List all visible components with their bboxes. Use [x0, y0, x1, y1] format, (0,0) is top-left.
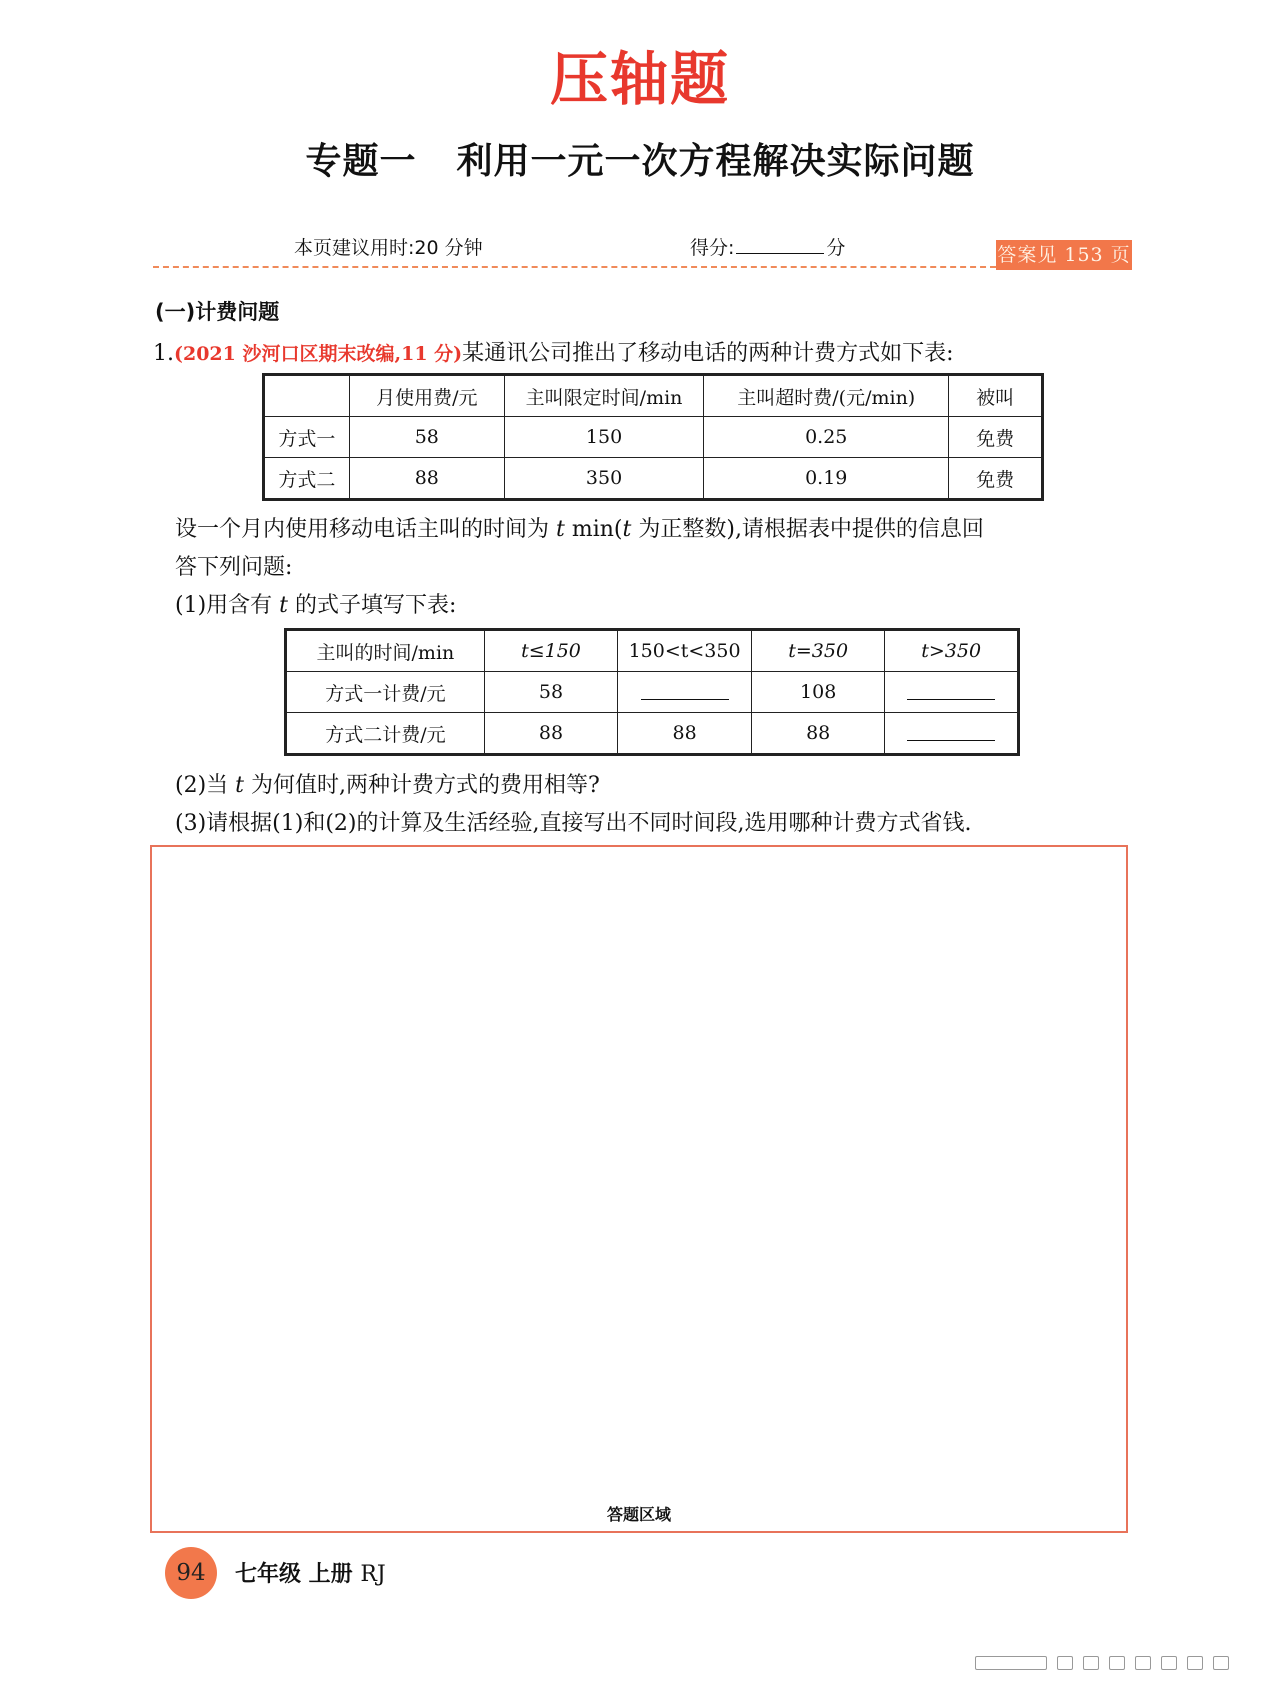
- table-cell: 0.25: [704, 417, 949, 458]
- description-text: min(: [571, 517, 623, 542]
- edition-code: RJ: [360, 1562, 386, 1587]
- table-cell: 方式二: [264, 458, 350, 500]
- scan-mark: [1083, 1656, 1099, 1670]
- table-header-cell: 月使用费/元: [349, 375, 504, 417]
- table-row: [264, 458, 1043, 500]
- table-cell: 58: [349, 417, 504, 458]
- part-text: (2)当: [175, 773, 229, 798]
- table-header-cell: 主叫超时费/(元/min): [704, 375, 949, 417]
- answer-area[interactable]: [150, 845, 1128, 1533]
- fill-in-table: [284, 628, 1020, 756]
- scan-mark: [1135, 1656, 1151, 1670]
- part-text: (1)用含有: [175, 593, 273, 618]
- variable-t: t: [556, 517, 565, 542]
- score-field: [690, 233, 845, 260]
- table-cell: 88: [618, 713, 752, 755]
- topic-title: [0, 133, 1280, 184]
- topic-name: 利用一元一次方程解决实际问题: [456, 141, 975, 182]
- question-number: 1.: [153, 341, 174, 366]
- table-row: [264, 417, 1043, 458]
- table-header-cell: 被叫: [949, 375, 1043, 417]
- table-cell: 58: [484, 672, 617, 713]
- table-cell: 方式一: [264, 417, 350, 458]
- topic-prefix: 专题一: [305, 141, 417, 182]
- scan-mark: [1161, 1656, 1177, 1670]
- part-2-prompt: [175, 768, 600, 799]
- answer-blank[interactable]: [641, 679, 729, 700]
- scan-mark: [1187, 1656, 1203, 1670]
- variable-t: t: [279, 593, 289, 618]
- table-row: [286, 713, 1019, 755]
- page-number-badge: 94: [165, 1547, 217, 1599]
- table-row: [286, 672, 1019, 713]
- page-title: 压轴题: [549, 45, 730, 113]
- question-text: 某通讯公司推出了移动电话的两种计费方式如下表:: [462, 341, 954, 366]
- grade-label: [235, 1557, 386, 1588]
- table-header-row: [286, 630, 1019, 672]
- description-text: 设一个月内使用移动电话主叫的时间为: [175, 517, 550, 542]
- part-text: 的式子填写下表:: [295, 593, 457, 618]
- table-header-cell: 主叫的时间/min: [286, 630, 485, 672]
- scan-marks: [975, 1656, 1245, 1670]
- table-cell: 0.19: [704, 458, 949, 500]
- description-text: 为正整数),请根据表中提供的信息回: [638, 517, 984, 542]
- description-line-1: [175, 512, 984, 543]
- variable-t: t: [235, 773, 245, 798]
- table-cell: [885, 713, 1019, 755]
- answer-blank[interactable]: [907, 720, 995, 741]
- table-cell: [618, 672, 752, 713]
- answer-area-label: 答题区域: [606, 1505, 671, 1524]
- score-unit: 分: [826, 237, 846, 259]
- table-cell: 150: [504, 417, 703, 458]
- table-header-cell: t≤150: [484, 630, 617, 672]
- part-text: 为何值时,两种计费方式的费用相等?: [251, 773, 600, 798]
- score-blank[interactable]: [736, 235, 824, 254]
- table-header-row: [264, 375, 1043, 417]
- table-header-cell: 主叫限定时间/min: [504, 375, 703, 417]
- variable-t: t: [622, 517, 632, 542]
- table-cell: 88: [484, 713, 617, 755]
- table-cell: 方式二计费/元: [286, 713, 485, 755]
- part-1-prompt: [175, 588, 456, 619]
- table-cell: [885, 672, 1019, 713]
- question-source: (2021 沙河口区期末改编,11 分): [174, 343, 463, 365]
- table-cell: 方式一计费/元: [286, 672, 485, 713]
- table-cell: 88: [349, 458, 504, 500]
- dashed-divider: [153, 266, 996, 268]
- table-header-cell: t>350: [885, 630, 1019, 672]
- scan-mark: [1109, 1656, 1125, 1670]
- scan-mark: [1057, 1656, 1073, 1670]
- table-cell: 350: [504, 458, 703, 500]
- answer-blank[interactable]: [907, 679, 995, 700]
- question-1-stem: [153, 336, 954, 367]
- billing-plans-table: [262, 373, 1044, 501]
- part-3-prompt: (3)请根据(1)和(2)的计算及生活经验,直接写出不同时间段,选用哪种计费方式省钱.: [175, 811, 972, 836]
- description-line-2: 答下列问题:: [175, 555, 293, 580]
- table-cell: 免费: [949, 458, 1043, 500]
- score-label: 得分:: [690, 237, 735, 259]
- scan-mark: [975, 1656, 1047, 1670]
- table-header-cell: [264, 375, 350, 417]
- section-heading: (一)计费问题: [155, 300, 280, 324]
- table-cell: 108: [751, 672, 884, 713]
- table-cell: 免费: [949, 417, 1043, 458]
- suggested-time: 本页建议用时:20 分钟: [294, 237, 483, 259]
- table-cell: 88: [751, 713, 884, 755]
- table-header-cell: 150<t<350: [618, 630, 752, 672]
- scan-mark: [1213, 1656, 1229, 1670]
- table-header-cell: t=350: [751, 630, 884, 672]
- grade-text: 七年级 上册: [235, 1562, 353, 1587]
- answer-reference-badge: 答案见 153 页: [996, 240, 1132, 270]
